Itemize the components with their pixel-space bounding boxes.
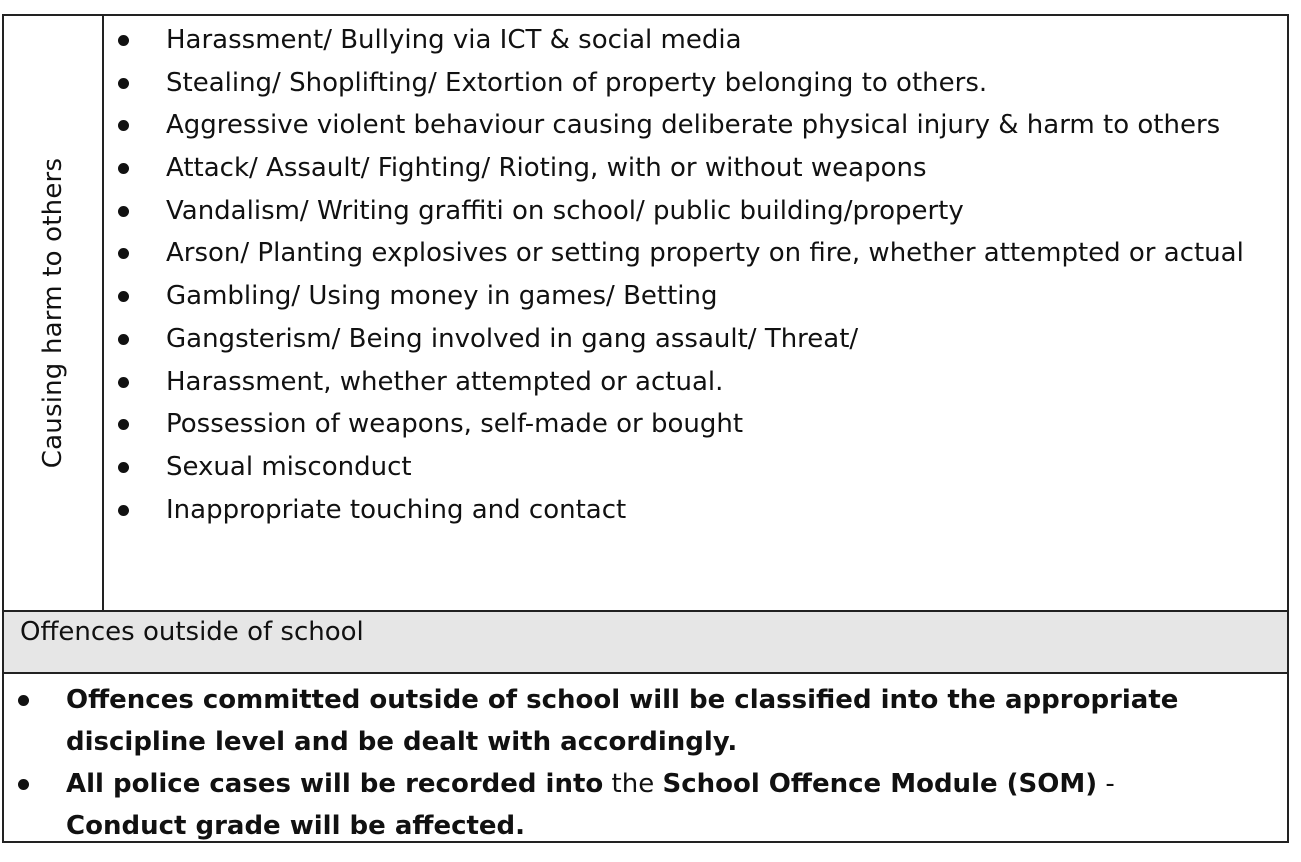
category-label: Causing harm to others xyxy=(38,157,68,469)
list-item-text: Attack/ Assault/ Fighting/ Rioting, with or without weapons xyxy=(166,153,927,184)
list-item-text: Offences committed outside of school will be classified into the appropriate discipline level and be dealt with accordingly. xyxy=(66,685,1179,757)
bullet-icon xyxy=(18,695,29,706)
list-item xyxy=(104,362,1287,402)
outside-offences-list xyxy=(4,679,1287,847)
bullet-icon xyxy=(118,334,129,345)
list-item xyxy=(104,447,1287,487)
list-item-text-bold: Conduct grade will be affected. xyxy=(66,811,526,841)
list-item xyxy=(104,276,1287,316)
list-item-text: Arson/ Planting explosives or setting property on fire, whether attempted or actual xyxy=(166,238,1244,269)
list-item-text-bold: All police cases will be recorded into xyxy=(66,769,604,799)
list-item-text-normal: the xyxy=(603,769,663,799)
list-item-text: Gambling/ Using money in games/ Betting xyxy=(166,281,718,312)
list-item xyxy=(4,679,1287,763)
section-heading-row xyxy=(4,612,1287,674)
list-item xyxy=(104,20,1287,60)
list-item-text: Sexual misconduct xyxy=(166,451,412,482)
list-item-text: Inappropriate touching and contact xyxy=(166,494,627,525)
list-item xyxy=(104,105,1287,145)
bullet-icon xyxy=(118,505,129,516)
list-item-text: Aggressive violent behaviour causing deliberate physical injury & harm to others xyxy=(166,110,1221,141)
list-item xyxy=(104,233,1287,273)
list-item-text: Stealing/ Shoplifting/ Extortion of property belonging to others. xyxy=(166,67,988,98)
list-item xyxy=(104,191,1287,231)
bullet-icon xyxy=(18,779,29,790)
list-item xyxy=(104,63,1287,103)
list-item xyxy=(104,404,1287,444)
list-item-text-normal: - xyxy=(1097,769,1115,799)
list-item xyxy=(104,490,1287,530)
outside-offences-row xyxy=(4,674,1287,841)
bullet-icon xyxy=(118,206,129,217)
bullet-icon xyxy=(118,35,129,46)
list-item-text: Gangsterism/ Being involved in gang assault/ Threat/ xyxy=(166,323,859,354)
list-item-text: Harassment, whether attempted or actual. xyxy=(166,366,724,397)
bullet-icon xyxy=(118,462,129,473)
list-item xyxy=(104,148,1287,188)
offences-table xyxy=(2,14,1289,843)
bullet-icon xyxy=(118,419,129,430)
bullet-icon xyxy=(118,163,129,174)
bullet-icon xyxy=(118,291,129,302)
list-item-text: Harassment/ Bullying via ICT & social media xyxy=(166,25,742,55)
bullet-icon xyxy=(118,248,129,259)
harm-row xyxy=(4,16,1287,612)
list-item-text: Possession of weapons, self-made or bought xyxy=(166,409,744,440)
category-cell xyxy=(4,16,104,610)
list-item-text-bold: School Offence Module (SOM) xyxy=(662,769,1098,799)
list-item xyxy=(104,319,1287,359)
list-item-text: Vandalism/ Writing graffiti on school/ public building/property xyxy=(166,195,964,226)
bullet-icon xyxy=(118,120,129,131)
section-heading: Offences outside of school xyxy=(20,617,364,647)
bullet-icon xyxy=(118,377,129,388)
bullet-icon xyxy=(118,78,129,89)
list-item xyxy=(4,763,1287,847)
harm-list xyxy=(104,20,1287,532)
